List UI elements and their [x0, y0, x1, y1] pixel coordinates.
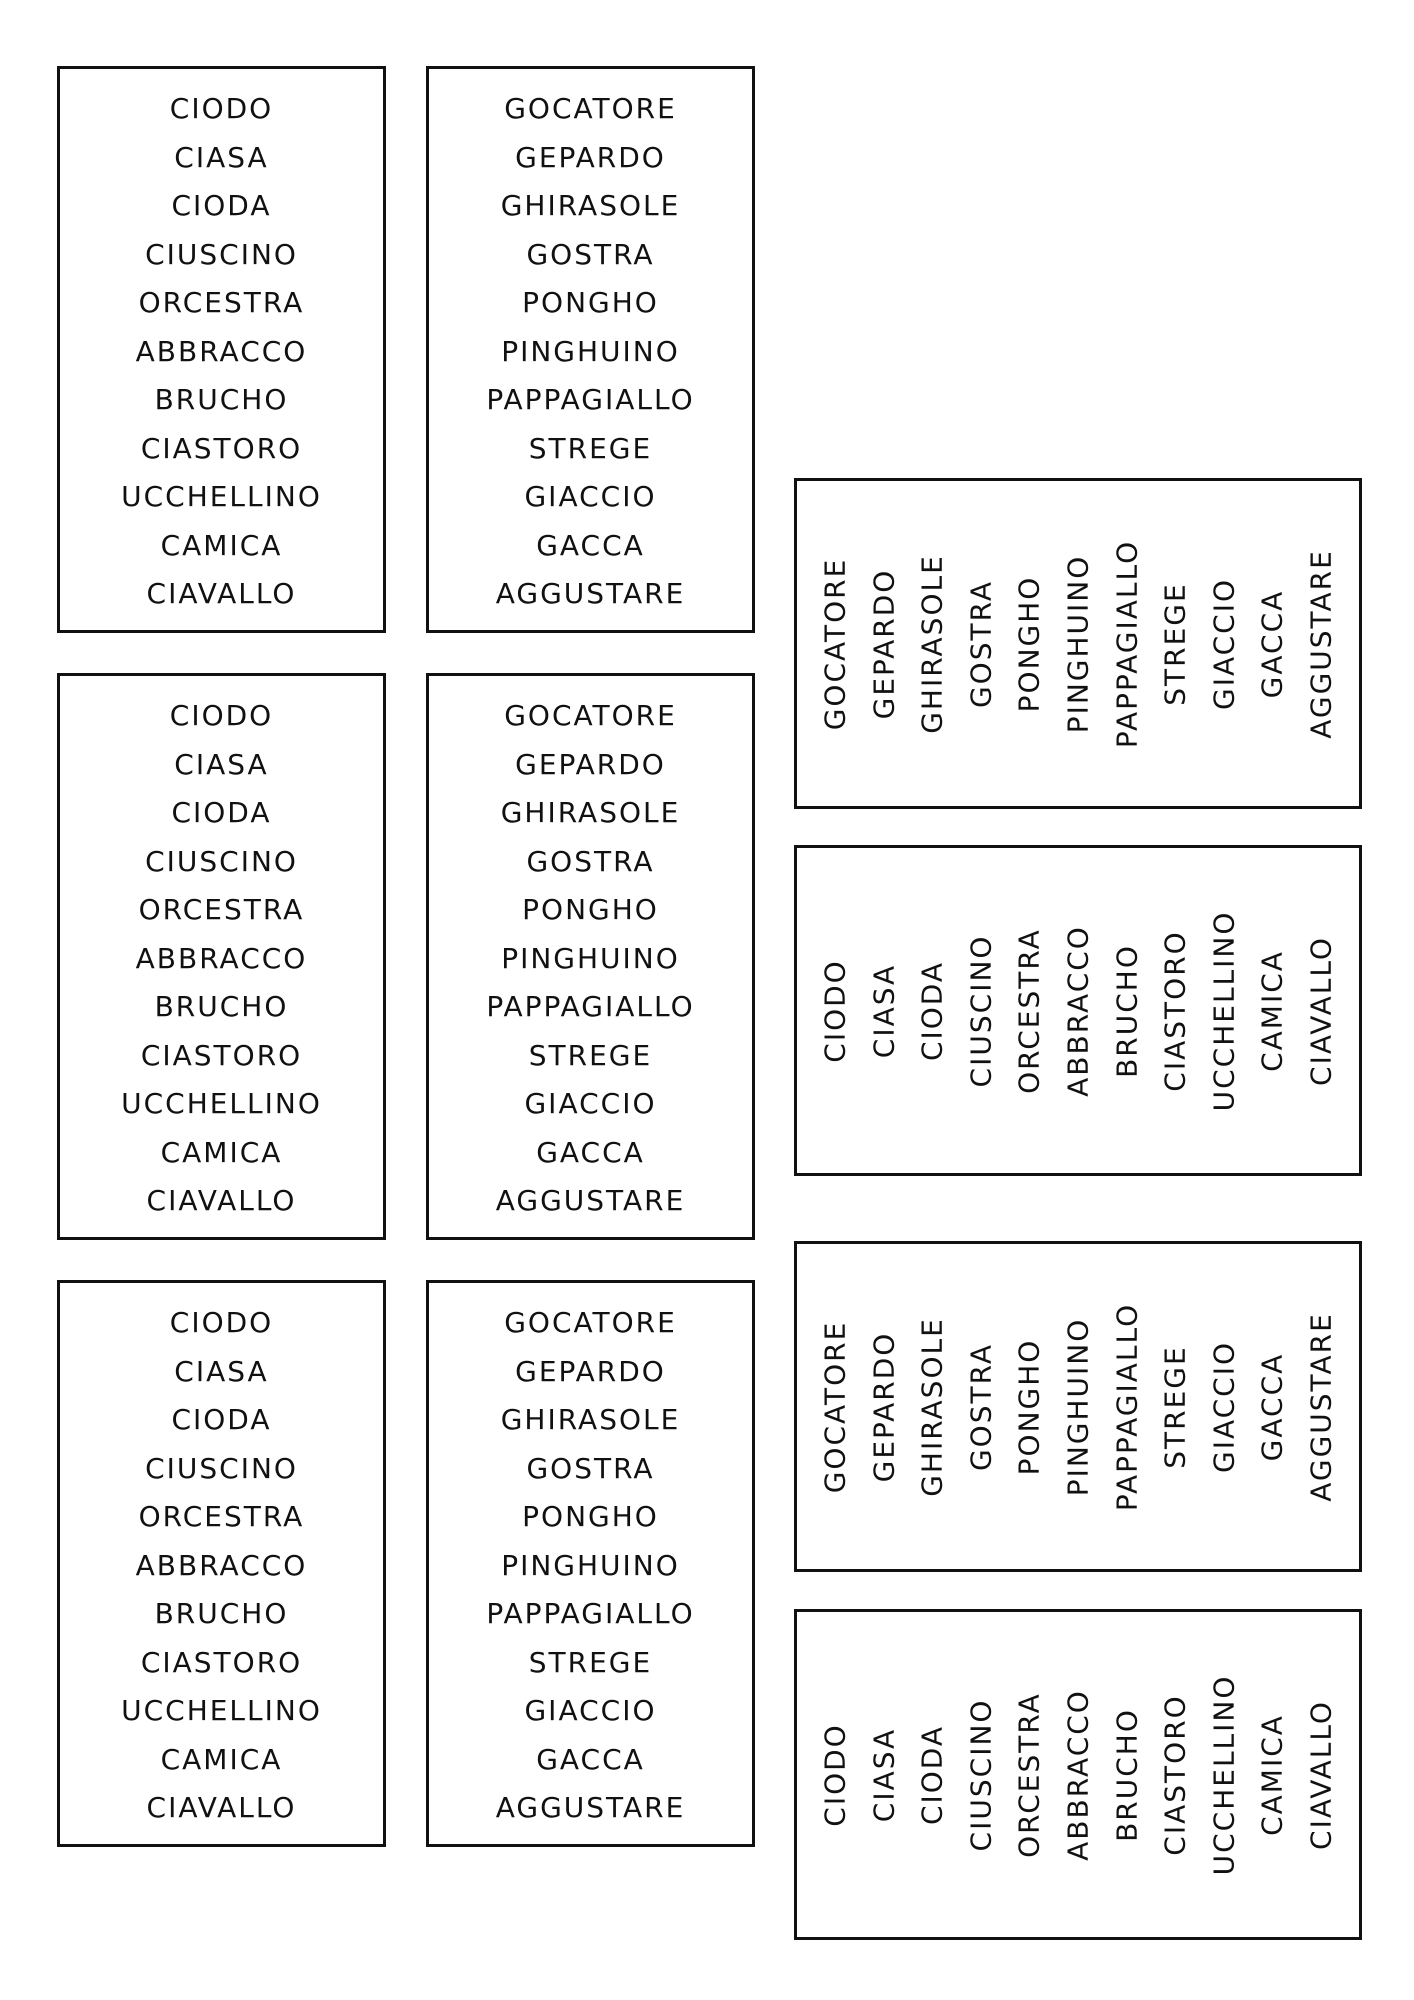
word-item: CIUSCINO [145, 844, 298, 878]
word-text: GOSTRA [964, 1342, 998, 1471]
word-item [815, 1244, 855, 1569]
word-list [429, 1299, 752, 1833]
word-item: GOCATORE [504, 1306, 677, 1339]
word-text: CAMICA [1255, 1713, 1289, 1836]
word-text: CIODO [818, 1722, 852, 1827]
word-text: CIUSCINO [964, 1698, 998, 1851]
word-item: CIASTORO [140, 1038, 303, 1072]
word-item: GIACCIO [524, 1087, 657, 1120]
word-item [1252, 1612, 1292, 1937]
word-item [864, 481, 904, 806]
word-text: BRUCHO [1110, 1707, 1144, 1842]
word-item: GACCA [536, 1742, 645, 1776]
word-item [1058, 848, 1098, 1173]
word-item: GEPARDO [515, 1354, 666, 1388]
word-text: CIASTORO [1158, 929, 1192, 1092]
word-item [1252, 1244, 1292, 1569]
word-item [1107, 481, 1147, 806]
word-item: UCCHELLINO [121, 1087, 322, 1120]
word-item [1009, 848, 1049, 1173]
word-card-g-1 [426, 66, 755, 633]
word-text: CIAVALLO [1304, 1699, 1338, 1850]
word-item: STREGE [528, 1645, 653, 1679]
word-text: PONGHO [1012, 1338, 1046, 1475]
word-item: CIAVALLO [146, 1791, 297, 1824]
word-text: GHIRASOLE [915, 1316, 949, 1497]
word-item: STREGE [528, 431, 653, 465]
word-item: CIODA [171, 189, 272, 222]
word-item: CIODO [169, 699, 274, 732]
word-item: GOSTRA [526, 237, 655, 271]
word-item [1107, 1244, 1147, 1569]
word-item: GIACCIO [524, 1694, 657, 1727]
word-item: BRUCHO [154, 383, 289, 416]
word-text: CIASA [867, 1727, 901, 1822]
word-item [912, 1612, 952, 1937]
word-item [961, 1244, 1001, 1569]
word-text: GEPARDO [867, 1331, 901, 1482]
word-text: CIUSCINO [964, 934, 998, 1087]
word-item [1252, 481, 1292, 806]
word-item [1009, 1612, 1049, 1937]
word-card-ci-3 [57, 1280, 386, 1847]
word-item [1107, 1612, 1147, 1937]
word-text: ABBRACCO [1061, 924, 1095, 1097]
word-item: CIUSCINO [145, 237, 298, 271]
word-item: CIASA [174, 1354, 269, 1388]
word-item: GEPARDO [515, 747, 666, 781]
rotated-word-card-ci-1 [794, 845, 1362, 1176]
word-item: CIODA [171, 796, 272, 829]
word-item [815, 1612, 855, 1937]
word-item [864, 1244, 904, 1569]
word-text: ORCESTRA [1012, 927, 1046, 1094]
word-item: PAPPAGIALLO [486, 1597, 695, 1630]
word-item: CIASTORO [140, 1645, 303, 1679]
word-item: PINGHUINO [501, 1548, 680, 1582]
word-item: CIASTORO [140, 431, 303, 465]
word-item [961, 848, 1001, 1173]
word-text: STREGE [1158, 1344, 1192, 1469]
word-text: GHIRASOLE [915, 553, 949, 734]
word-list [60, 1299, 383, 1833]
word-item [864, 848, 904, 1173]
word-item: PINGHUINO [501, 334, 680, 368]
word-item [961, 481, 1001, 806]
word-text: PAPPAGIALLO [1110, 1302, 1144, 1511]
word-item: GACCA [536, 1135, 645, 1169]
word-item: CIASA [174, 747, 269, 781]
word-text: BRUCHO [1110, 943, 1144, 1078]
word-item [1204, 1612, 1244, 1937]
rotated-word-card-ci-2 [794, 1609, 1362, 1940]
word-card-g-2 [426, 673, 755, 1240]
word-text: PINGHUINO [1061, 554, 1095, 733]
word-item [1155, 481, 1195, 806]
word-item [1155, 1244, 1195, 1569]
word-text: PONGHO [1012, 575, 1046, 712]
word-list [60, 85, 383, 619]
word-item: GHIRASOLE [500, 1403, 681, 1436]
word-text: AGGUSTARE [1304, 548, 1338, 739]
word-item [1009, 481, 1049, 806]
word-item: GOCATORE [504, 92, 677, 125]
word-item: CIODA [171, 1403, 272, 1436]
word-item [1301, 1244, 1341, 1569]
word-card-g-3 [426, 1280, 755, 1847]
word-item [1058, 481, 1098, 806]
word-item: GIACCIO [524, 480, 657, 513]
word-text: CIASA [867, 963, 901, 1058]
word-item: GOSTRA [526, 844, 655, 878]
word-item: CIASA [174, 140, 269, 174]
word-text: GOCATORE [818, 557, 852, 730]
word-item: STREGE [528, 1038, 653, 1072]
word-item: CAMICA [160, 1742, 283, 1776]
word-item [1301, 481, 1341, 806]
word-card-ci-2 [57, 673, 386, 1240]
word-text: AGGUSTARE [1304, 1311, 1338, 1502]
word-list [429, 692, 752, 1226]
word-item [1301, 1612, 1341, 1937]
word-item: GOSTRA [526, 1451, 655, 1485]
word-item [1009, 1244, 1049, 1569]
word-item: UCCHELLINO [121, 1694, 322, 1727]
word-text: UCCHELLINO [1207, 1674, 1241, 1875]
word-item: GOCATORE [504, 699, 677, 732]
word-text: CIASTORO [1158, 1693, 1192, 1856]
word-text: ABBRACCO [1061, 1688, 1095, 1861]
word-text: GACCA [1255, 589, 1289, 698]
word-item: CIAVALLO [146, 577, 297, 610]
word-item: GHIRASOLE [500, 796, 681, 829]
word-text: GACCA [1255, 1352, 1289, 1461]
word-item: PINGHUINO [501, 941, 680, 975]
word-item: PONGHO [522, 286, 659, 319]
word-list [429, 85, 752, 619]
word-text: GOCATORE [818, 1320, 852, 1493]
word-text: GIACCIO [1207, 577, 1241, 710]
word-item [1155, 1612, 1195, 1937]
word-item [912, 1244, 952, 1569]
word-text: CIODA [915, 960, 949, 1061]
word-item: PAPPAGIALLO [486, 383, 695, 416]
word-text: UCCHELLINO [1207, 910, 1241, 1111]
word-list [815, 1612, 1341, 1937]
word-item [864, 1612, 904, 1937]
word-item [1058, 1244, 1098, 1569]
word-text: PAPPAGIALLO [1110, 539, 1144, 748]
word-item: AGGUSTARE [495, 577, 686, 610]
word-item [912, 481, 952, 806]
word-item [1107, 848, 1147, 1173]
word-item: ORCESTRA [138, 286, 305, 319]
word-item: CIODO [169, 1306, 274, 1339]
word-list [815, 1244, 1341, 1569]
word-item: CIUSCINO [145, 1451, 298, 1485]
word-item: ABBRACCO [135, 1548, 308, 1582]
word-text: CAMICA [1255, 949, 1289, 1072]
word-item [815, 481, 855, 806]
word-item: ORCESTRA [138, 893, 305, 926]
word-item: GHIRASOLE [500, 189, 681, 222]
word-item [1155, 848, 1195, 1173]
word-item [1204, 1244, 1244, 1569]
word-text: GOSTRA [964, 579, 998, 708]
word-item: GACCA [536, 528, 645, 562]
word-item: AGGUSTARE [495, 1184, 686, 1217]
word-text: CIODO [818, 958, 852, 1063]
word-item [1301, 848, 1341, 1173]
word-text: PINGHUINO [1061, 1317, 1095, 1496]
word-item: PONGHO [522, 1500, 659, 1533]
word-item: CIODO [169, 92, 274, 125]
word-list [60, 692, 383, 1226]
word-item: BRUCHO [154, 990, 289, 1023]
word-text: STREGE [1158, 581, 1192, 706]
word-item: UCCHELLINO [121, 480, 322, 513]
word-item: PAPPAGIALLO [486, 990, 695, 1023]
word-item: CAMICA [160, 528, 283, 562]
word-item: BRUCHO [154, 1597, 289, 1630]
word-text: CIAVALLO [1304, 935, 1338, 1086]
rotated-word-card-g-2 [794, 1241, 1362, 1572]
word-text: ORCESTRA [1012, 1691, 1046, 1858]
word-item: CAMICA [160, 1135, 283, 1169]
word-text: GIACCIO [1207, 1340, 1241, 1473]
word-list [815, 848, 1341, 1173]
word-card-ci-1 [57, 66, 386, 633]
word-item [815, 848, 855, 1173]
word-item: ABBRACCO [135, 334, 308, 368]
word-item [912, 848, 952, 1173]
word-item: GEPARDO [515, 140, 666, 174]
word-list [815, 481, 1341, 806]
word-item: ORCESTRA [138, 1500, 305, 1533]
word-item [961, 1612, 1001, 1937]
word-item: AGGUSTARE [495, 1791, 686, 1824]
word-text: GEPARDO [867, 568, 901, 719]
word-item [1204, 481, 1244, 806]
word-item: CIAVALLO [146, 1184, 297, 1217]
word-item [1204, 848, 1244, 1173]
word-item [1252, 848, 1292, 1173]
word-item: PONGHO [522, 893, 659, 926]
rotated-word-card-g-1 [794, 478, 1362, 809]
word-text: CIODA [915, 1724, 949, 1825]
word-item: ABBRACCO [135, 941, 308, 975]
word-item [1058, 1612, 1098, 1937]
